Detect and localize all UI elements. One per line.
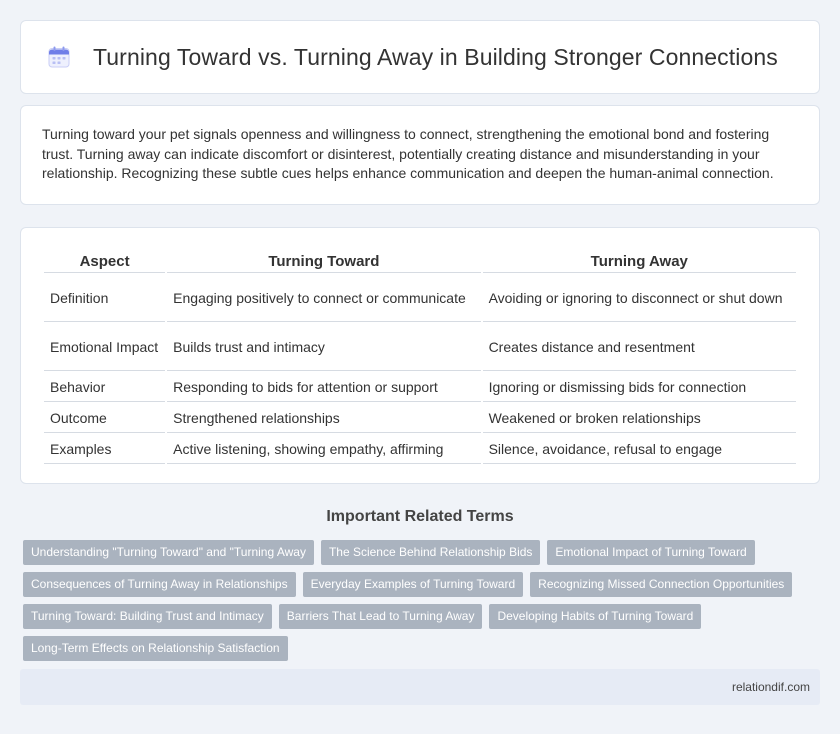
related-term-tag[interactable]: Barriers That Lead to Turning Away <box>279 604 483 629</box>
intro-card <box>20 105 820 205</box>
title-card <box>20 20 820 94</box>
table-row <box>44 373 796 402</box>
calendar-icon <box>47 45 71 69</box>
row-turning-toward: Strengthened relationships <box>167 404 480 433</box>
comparison-table <box>42 246 798 466</box>
row-aspect: Examples <box>44 435 165 464</box>
row-turning-away: Weakened or broken relationships <box>483 404 796 433</box>
row-turning-toward: Active listening, showing empathy, affirming <box>167 435 480 464</box>
row-turning-away: Avoiding or ignoring to disconnect or shut down <box>483 275 796 322</box>
table-header-row <box>44 248 796 273</box>
header-aspect: Aspect <box>44 248 165 273</box>
row-turning-toward: Responding to bids for attention or support <box>167 373 480 402</box>
page-title: Turning Toward vs. Turning Away in Building Stronger Connections <box>93 43 778 70</box>
related-term-tag[interactable]: Everyday Examples of Turning Toward <box>303 572 524 597</box>
header-turning-toward: Turning Toward <box>167 248 480 273</box>
comparison-card <box>20 227 820 484</box>
row-turning-away: Ignoring or dismissing bids for connection <box>483 373 796 402</box>
related-term-tag[interactable]: Developing Habits of Turning Toward <box>489 604 701 629</box>
table-row <box>44 324 796 371</box>
table-row <box>44 404 796 433</box>
table-row <box>44 435 796 464</box>
related-term-tag[interactable]: Recognizing Missed Connection Opportunities <box>530 572 792 597</box>
row-aspect: Definition <box>44 275 165 322</box>
intro-text: Turning toward your pet signals openness and willingness to connect, strengthening the emotional bond and fostering trust. Turning away can indicate discomfort or disinterest, potentially creating distance and misunderstanding in your relationship. Recognizing these subtle cues helps enhance communication and deepen the human-animal connection. <box>42 126 774 181</box>
footer <box>20 669 820 705</box>
row-aspect: Emotional Impact <box>44 324 165 371</box>
row-turning-away: Silence, avoidance, refusal to engage <box>483 435 796 464</box>
related-terms-list <box>20 540 810 668</box>
row-aspect: Behavior <box>44 373 165 402</box>
related-term-tag[interactable]: Long-Term Effects on Relationship Satisfaction <box>23 636 288 661</box>
related-terms-title: Important Related Terms <box>326 508 514 525</box>
row-turning-toward: Engaging positively to connect or communicate <box>167 275 480 322</box>
table-row <box>44 275 796 322</box>
related-term-tag[interactable]: Consequences of Turning Away in Relationships <box>23 572 296 597</box>
row-turning-toward: Builds trust and intimacy <box>167 324 480 371</box>
related-term-tag[interactable]: Turning Toward: Building Trust and Intimacy <box>23 604 272 629</box>
footer-site-link[interactable]: relationdif.com <box>731 680 810 694</box>
header-turning-away: Turning Away <box>483 248 796 273</box>
row-turning-away: Creates distance and resentment <box>483 324 796 371</box>
related-term-tag[interactable]: Understanding "Turning Toward" and "Turning Away <box>23 540 314 565</box>
related-term-tag[interactable]: Emotional Impact of Turning Toward <box>547 540 754 565</box>
row-aspect: Outcome <box>44 404 165 433</box>
related-term-tag[interactable]: The Science Behind Relationship Bids <box>321 540 540 565</box>
